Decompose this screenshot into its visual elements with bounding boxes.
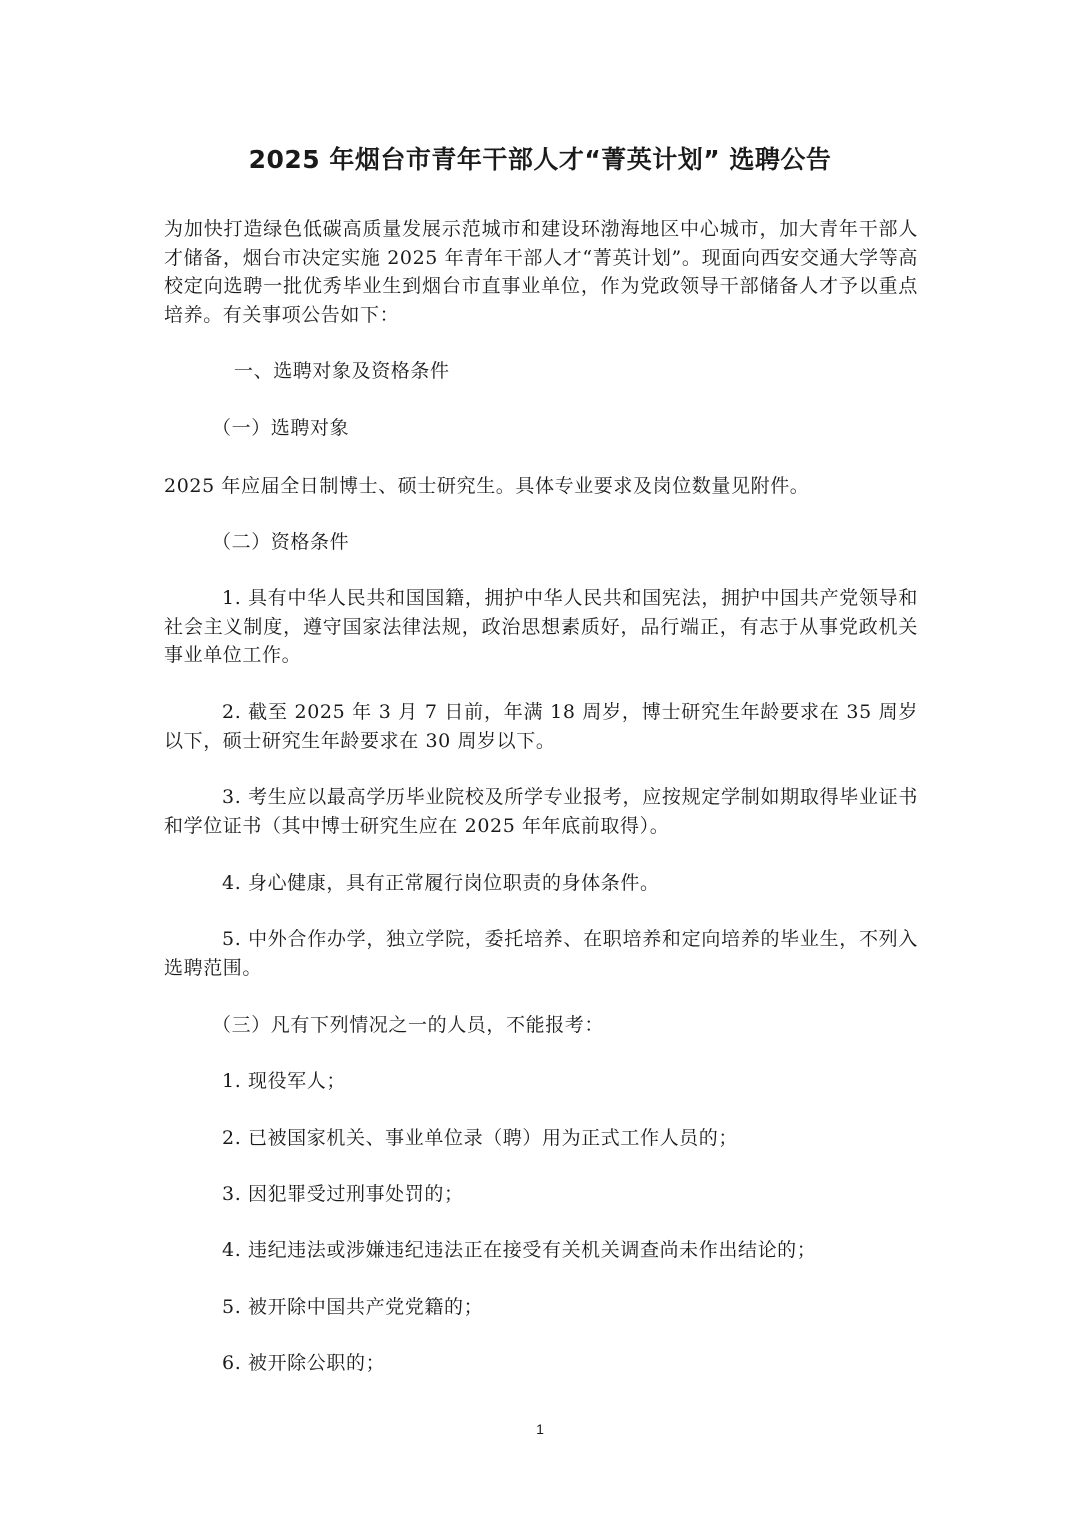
qualification-item: 1. 具有中华人民共和国国籍，拥护中华人民共和国宪法，拥护中国共产党领导和社会主义制度，遵守国家法律法规，政治思想素质好，品行端正，有志于从事党政机关事业单位工作。: [164, 587, 918, 666]
exclusion-item: 4. 违纪违法或涉嫌违纪违法正在接受有关机关调查尚未作出结论的；: [222, 1239, 817, 1261]
section1-heading: 一、选聘对象及资格条件: [234, 360, 450, 382]
sub2-heading: （二）资格条件: [212, 531, 350, 553]
qualification-item: 4. 身心健康，具有正常履行岗位职责的身体条件。: [222, 872, 660, 894]
exclusion-item: 1. 现役军人；: [222, 1070, 346, 1092]
qualification-item: 2. 截至 2025 年 3 月 7 日前，年满 18 周岁，博士研究生年龄要求在 35 周岁以下，硕士研究生年龄要求在 30 周岁以下。: [164, 701, 918, 752]
sub3-heading: （三）凡有下列情况之一的人员，不能报考：: [212, 1014, 605, 1036]
exclusion-item: 5. 被开除中国共产党党籍的；: [222, 1296, 484, 1318]
qualification-item: 3. 考生应以最高学历毕业院校及所学专业报考，应按规定学制如期取得毕业证书和学位证书（其中博士研究生应在 2025 年年底前取得）。: [164, 786, 918, 837]
exclusion-item: 2. 已被国家机关、事业单位录（聘）用为正式工作人员的；: [222, 1127, 738, 1149]
sub1-text: 2025 年应届全日制博士、硕士研究生。具体专业要求及岗位数量见附件。: [164, 475, 810, 497]
exclusion-item: 3. 因犯罪受过刑事处罚的；: [222, 1183, 464, 1205]
sub1-heading: （一）选聘对象: [212, 417, 350, 439]
qualification-item: 5. 中外合作办学，独立学院，委托培养、在职培养和定向培养的毕业生，不列入选聘范围。: [164, 928, 918, 979]
intro-paragraph: 为加快打造绿色低碳高质量发展示范城市和建设环渤海地区中心城市，加大青年干部人才储备，烟台市决定实施 2025 年青年干部人才“菁英计划”。现面向西安交通大学等高校定向选聘一批优秀毕业生到烟台市直事业单位，作为党政领导干部储备人才予以重点培养。有关事项公告如下：: [164, 218, 918, 326]
exclusion-item: 6. 被开除公职的；: [222, 1352, 386, 1374]
page-number: 1: [536, 1421, 544, 1437]
document-title: 2025 年烟台市青年干部人才“菁英计划” 选聘公告: [248, 145, 832, 174]
